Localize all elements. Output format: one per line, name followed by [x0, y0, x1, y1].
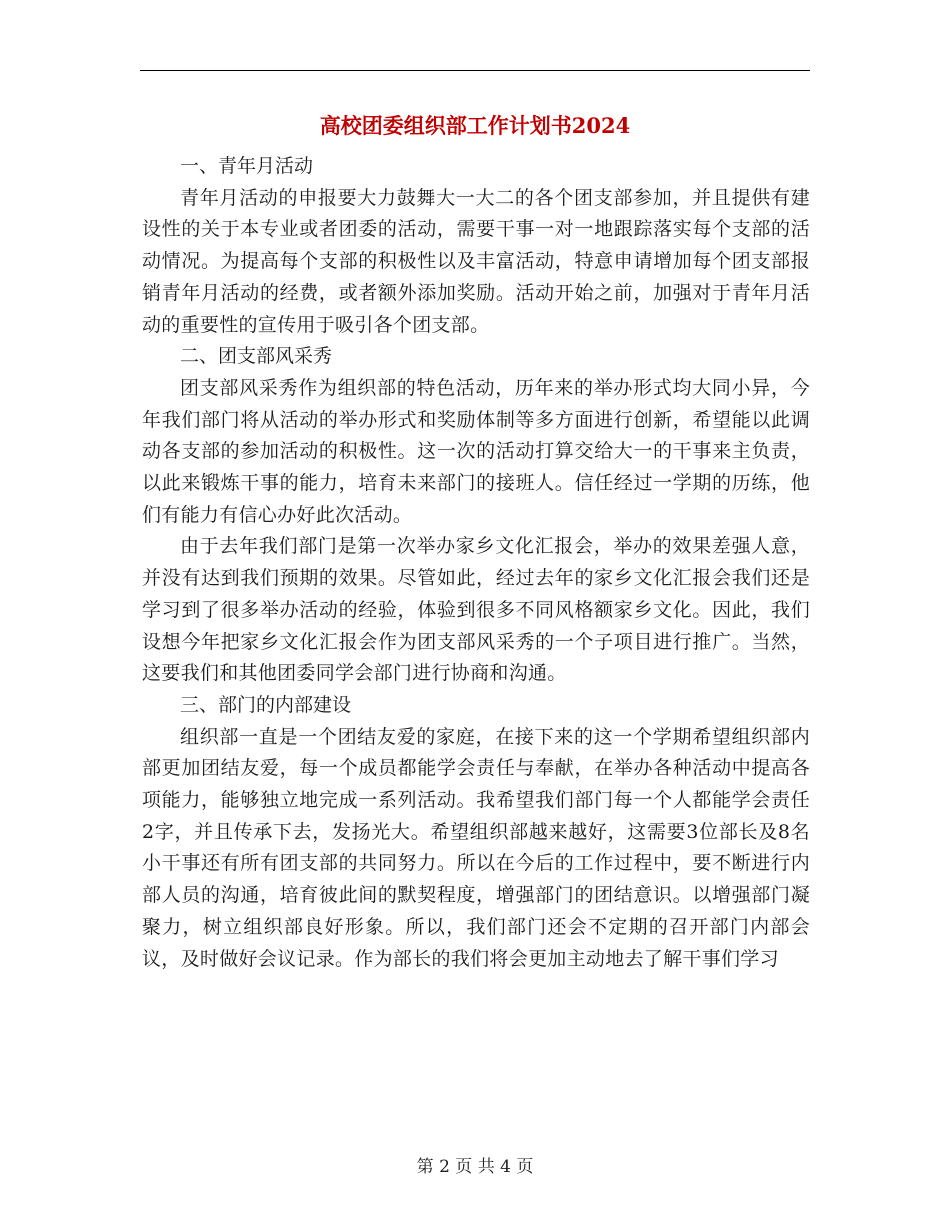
document-body [142, 151, 810, 975]
section-heading: 二、团支部风采秀 [180, 345, 333, 368]
body-paragraph: 青年月活动的申报要大力鼓舞大一大二的各个团支部参加，并且提供有建设性的关于本专业或者团委的活动，需要干事一对一地跟踪落实每个支部的活动情况。为提高每个支部的积极性以及丰富活动，特意申请增加每个团支部报销青年月活动的经费，或者额外添加奖励。活动开始之前，加强对于青年月活动的重要性的宣传用于吸引各个团支部。 [142, 186, 810, 336]
page-number-label: 第 2 页 共 4 页 [416, 1157, 534, 1177]
body-paragraph: 由于去年我们部门是第一次举办家乡文化汇报会，举办的效果差强人意，并没有达到我们预期的效果。尽管如此，经过去年的家乡文化汇报会我们还是学习到了很多举办活动的经验，体验到很多不同风格额家乡文化。因此，我们设想今年把家乡文化汇报会作为团支部风采秀的一个子项目进行推广。当然，这要我们和其他团委同学会部门进行协商和沟通。 [142, 535, 810, 685]
body-paragraph: 团支部风采秀作为组织部的特色活动，历年来的举办形式均大同小异，今年我们部门将从活动的举办形式和奖励体制等多方面进行创新，希望能以此调动各支部的参加活动的积极性。这一次的活动打算交给大一的干事来主负责，以此来锻炼干事的能力，培育未来部门的接班人。信任经过一学期的历练，他们有能力有信心办好此次活动。 [142, 376, 810, 526]
section-heading: 一、青年月活动 [180, 155, 314, 177]
section-heading: 三、部门的内部建设 [180, 693, 352, 716]
page-footer [0, 1152, 950, 1177]
document-title: 高校团委组织部工作计划书2024 [319, 113, 631, 138]
header-rule [140, 70, 810, 71]
body-paragraph: 组织部一直是一个团结友爱的家庭，在接下来的这一个学期希望组织部内部更加团结友爱，每一个成员都能学会责任与奉献，在举办各种活动中提高各项能力，能够独立地完成一系列活动。我希望我们部门每一个人都能学会责任2字，并且传承下去，发扬光大。希望组织部越来越好，这需要3位部长及8名小干事还有所有团支部的共同努力。所以在今后的工作过程中，要不断进行内部人员的沟通，培育彼此间的默契程度，增强部门的团结意识。以增强部门凝聚力，树立组织部良好形象。所以，我们部门还会不定期的召开部门内部会议，及时做好会议记录。作为部长的我们将会更加主动地去了解干事们学习 [142, 725, 810, 970]
